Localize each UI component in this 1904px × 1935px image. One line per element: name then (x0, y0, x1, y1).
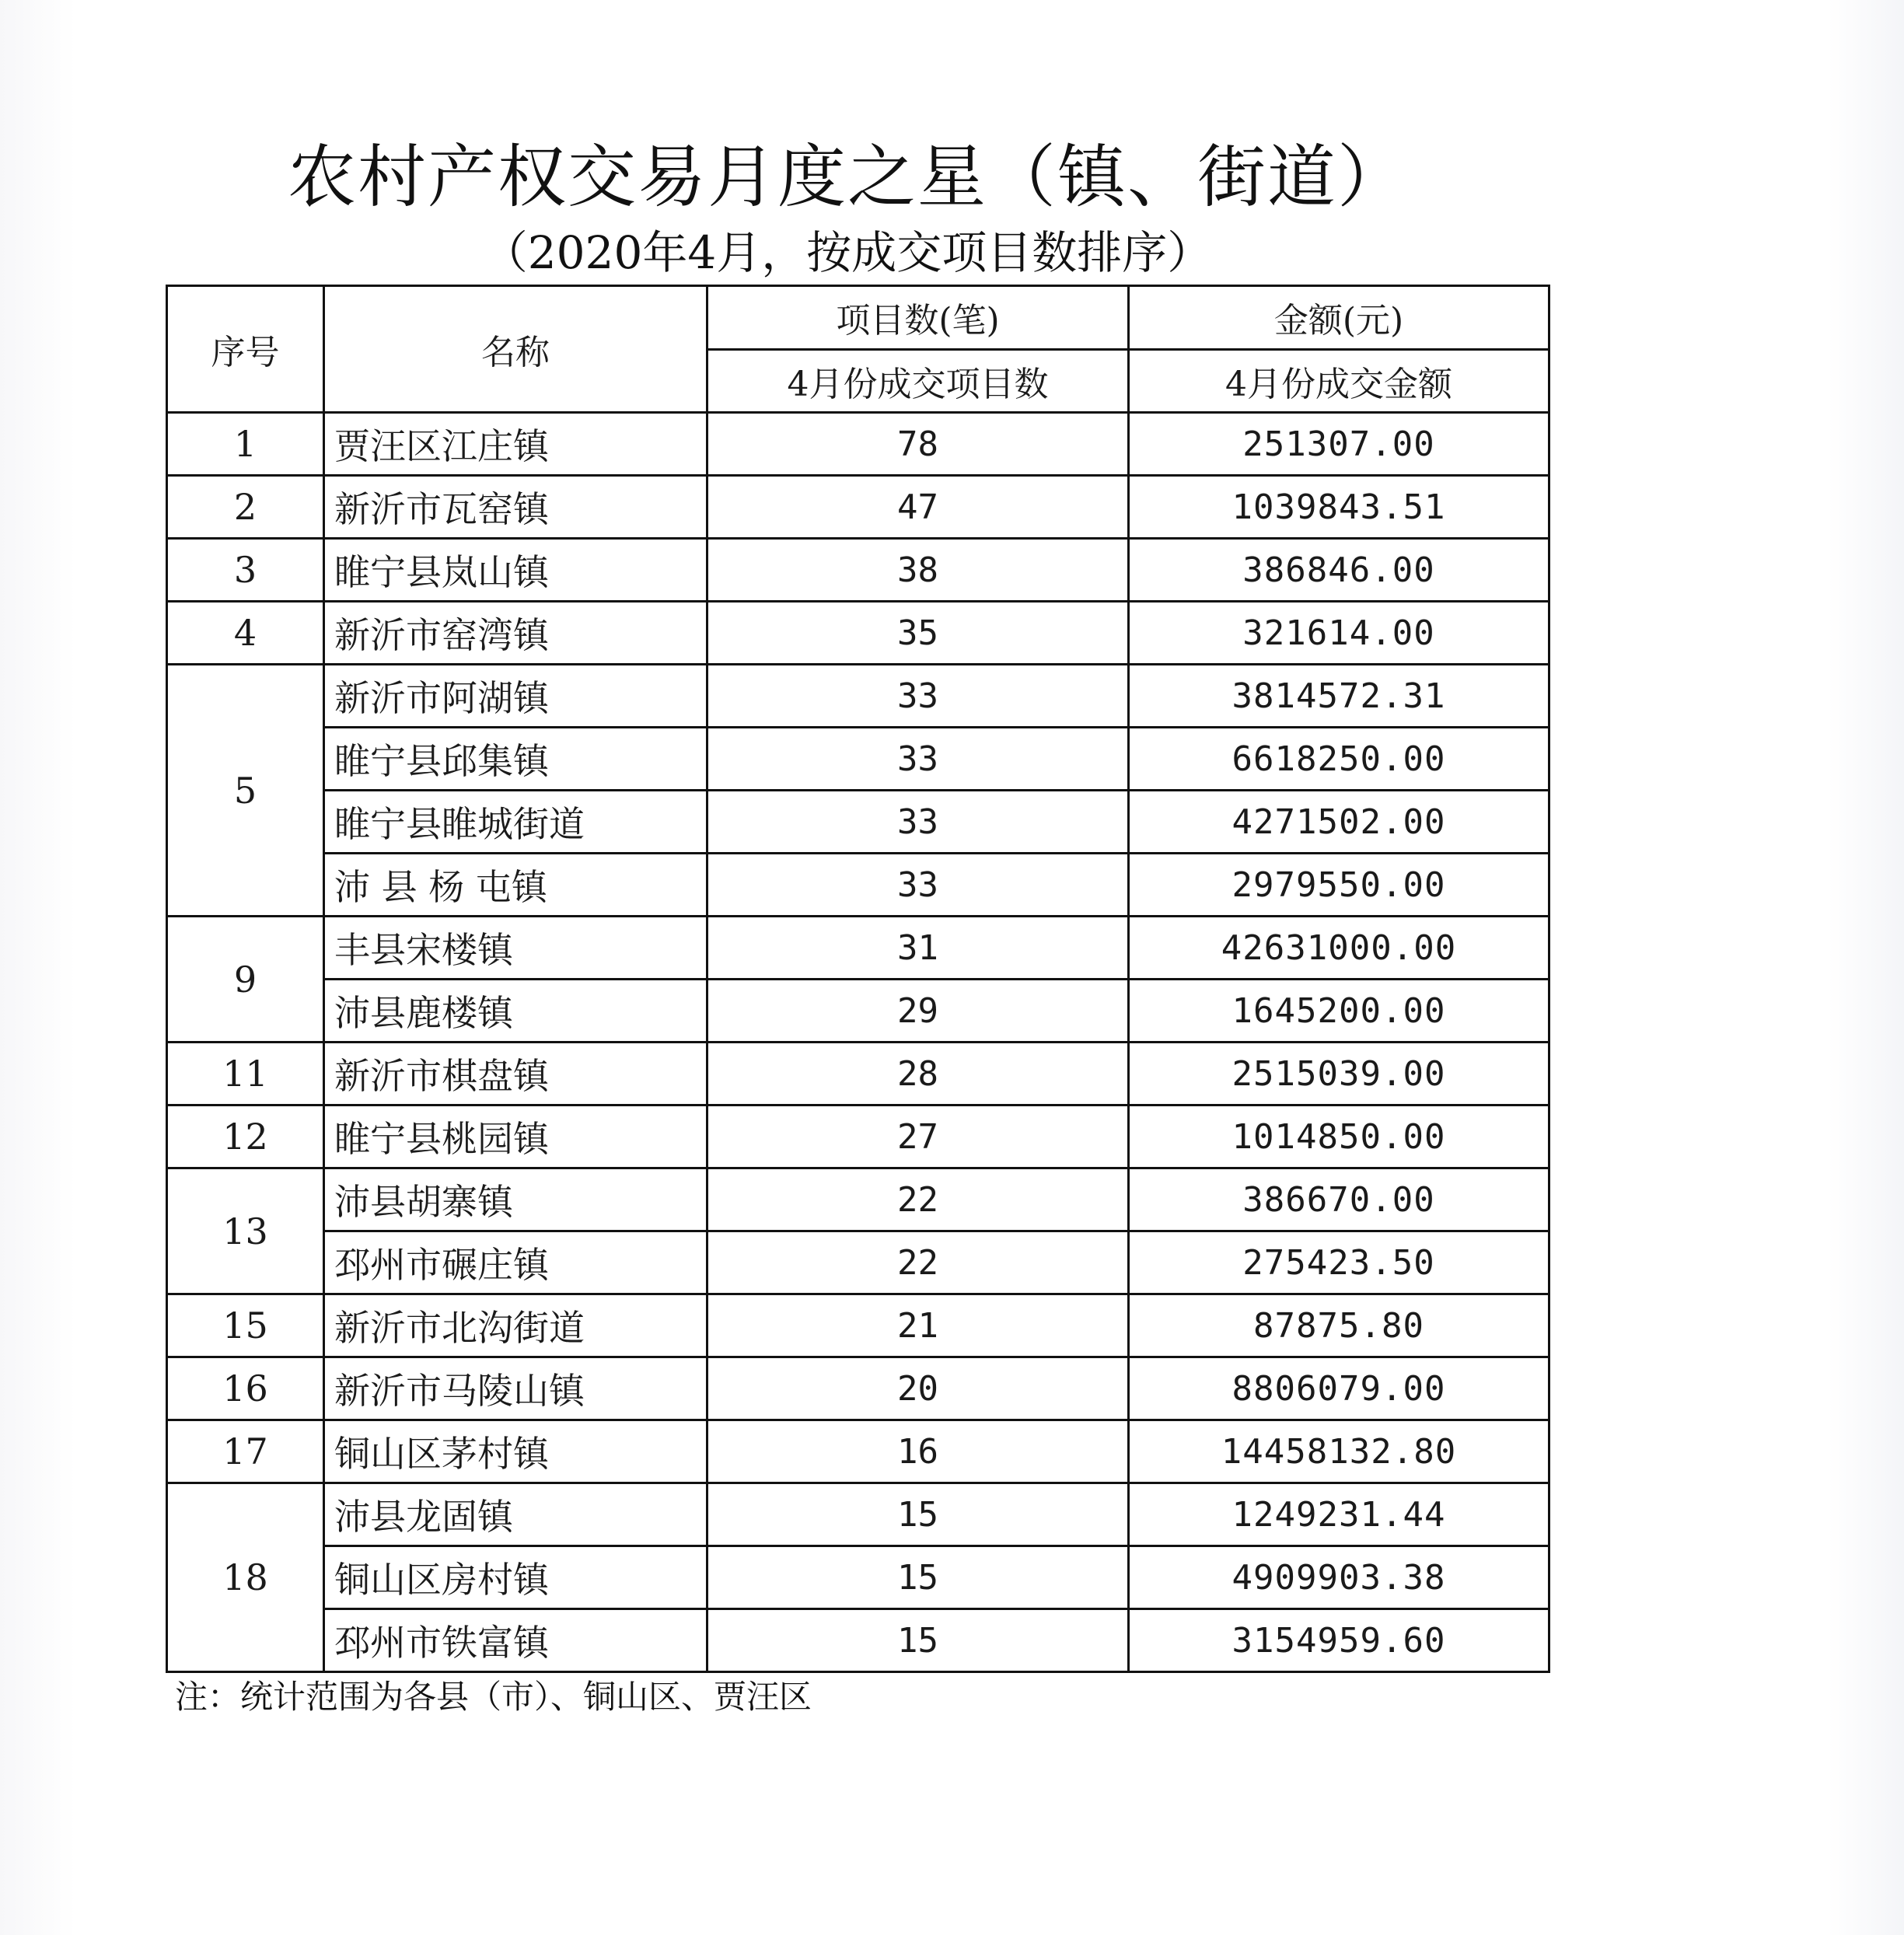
town-name-cell: 新沂市马陵山镇 (324, 1357, 707, 1420)
amount-cell: 4271502.00 (1129, 791, 1549, 854)
amount-cell: 1014850.00 (1129, 1105, 1549, 1168)
town-name-cell: 睢宁县岚山镇 (324, 539, 707, 602)
town-name-cell: 睢宁县邱集镇 (324, 728, 707, 791)
rank-cell: 13 (167, 1168, 324, 1294)
count-cell: 21 (707, 1294, 1129, 1357)
table-row (167, 917, 1549, 980)
town-name-cell: 沛 县 杨 屯镇 (324, 854, 707, 917)
town-name-cell: 新沂市棋盘镇 (324, 1043, 707, 1105)
town-name-cell: 睢宁县睢城街道 (324, 791, 707, 854)
count-cell: 22 (707, 1231, 1129, 1294)
table-row (167, 1546, 1549, 1609)
amount-cell: 6618250.00 (1129, 728, 1549, 791)
count-cell: 15 (707, 1483, 1129, 1546)
table-row (167, 413, 1549, 476)
town-name-cell: 新沂市北沟街道 (324, 1294, 707, 1357)
count-cell: 28 (707, 1043, 1129, 1105)
table-row (167, 1105, 1549, 1168)
table-row (167, 728, 1549, 791)
amount-cell: 3814572.31 (1129, 665, 1549, 728)
rank-cell: 16 (167, 1357, 324, 1420)
count-cell: 31 (707, 917, 1129, 980)
count-cell: 29 (707, 980, 1129, 1043)
count-cell: 78 (707, 413, 1129, 476)
rank-cell: 5 (167, 665, 324, 917)
town-name-cell: 邳州市碾庄镇 (324, 1231, 707, 1294)
footnote: 注：统计范围为各县（市）、铜山区、贾汪区 (175, 1678, 812, 1716)
table-row (167, 1420, 1549, 1483)
amount-cell: 3154959.60 (1129, 1609, 1549, 1672)
town-name-cell: 贾汪区江庄镇 (324, 413, 707, 476)
town-name-cell: 邳州市铁富镇 (324, 1609, 707, 1672)
town-name-cell: 沛县龙固镇 (324, 1483, 707, 1546)
amount-cell: 4909903.38 (1129, 1546, 1549, 1609)
count-cell: 22 (707, 1168, 1129, 1231)
amount-cell: 2515039.00 (1129, 1043, 1549, 1105)
table-row (167, 854, 1549, 917)
rank-cell: 17 (167, 1420, 324, 1483)
amount-cell: 14458132.80 (1129, 1420, 1549, 1483)
count-cell: 33 (707, 665, 1129, 728)
amount-cell: 1039843.51 (1129, 476, 1549, 539)
town-name-cell: 睢宁县桃园镇 (324, 1105, 707, 1168)
count-cell: 20 (707, 1357, 1129, 1420)
amount-cell: 2979550.00 (1129, 854, 1549, 917)
header-row-1 (167, 286, 1549, 350)
table-row (167, 1043, 1549, 1105)
town-name-cell: 新沂市阿湖镇 (324, 665, 707, 728)
town-name-cell: 铜山区房村镇 (324, 1546, 707, 1609)
town-name-cell: 沛县鹿楼镇 (324, 980, 707, 1043)
rank-cell: 12 (167, 1105, 324, 1168)
amount-cell: 1645200.00 (1129, 980, 1549, 1043)
table-row (167, 1357, 1549, 1420)
rank-cell: 2 (167, 476, 324, 539)
count-cell: 27 (707, 1105, 1129, 1168)
rank-cell: 9 (167, 917, 324, 1043)
rank-cell: 11 (167, 1043, 324, 1105)
amount-cell: 42631000.00 (1129, 917, 1549, 980)
ranking-table (166, 285, 1550, 1673)
amount-cell: 1249231.44 (1129, 1483, 1549, 1546)
table-row (167, 665, 1549, 728)
table-row (167, 1294, 1549, 1357)
amount-cell: 321614.00 (1129, 602, 1549, 665)
table-row (167, 1168, 1549, 1231)
rank-cell: 18 (167, 1483, 324, 1672)
count-cell: 33 (707, 791, 1129, 854)
table-row (167, 476, 1549, 539)
count-cell: 33 (707, 728, 1129, 791)
town-name-cell: 丰县宋楼镇 (324, 917, 707, 980)
table-row (167, 791, 1549, 854)
amount-cell: 251307.00 (1129, 413, 1549, 476)
header-count-sub: 4月份成交项目数 (707, 349, 1129, 413)
table-row (167, 1231, 1549, 1294)
rank-cell: 1 (167, 413, 324, 476)
amount-cell: 275423.50 (1129, 1231, 1549, 1294)
town-name-cell: 铜山区茅村镇 (324, 1420, 707, 1483)
page-subtitle: （2020年4月，按成交项目数排序） (482, 226, 1213, 279)
count-cell: 38 (707, 539, 1129, 602)
table-row (167, 1609, 1549, 1672)
count-cell: 47 (707, 476, 1129, 539)
header-count-group: 项目数(笔) (707, 286, 1129, 350)
page-title: 农村产权交易月度之星（镇、街道） (287, 137, 1407, 217)
table-row (167, 539, 1549, 602)
rank-cell: 3 (167, 539, 324, 602)
count-cell: 16 (707, 1420, 1129, 1483)
table-row (167, 980, 1549, 1043)
amount-cell: 87875.80 (1129, 1294, 1549, 1357)
header-seq: 序号 (167, 286, 324, 413)
amount-cell: 386846.00 (1129, 539, 1549, 602)
count-cell: 15 (707, 1546, 1129, 1609)
header-amount-sub: 4月份成交金额 (1129, 349, 1549, 413)
count-cell: 33 (707, 854, 1129, 917)
town-name-cell: 新沂市窑湾镇 (324, 602, 707, 665)
amount-cell: 8806079.00 (1129, 1357, 1549, 1420)
town-name-cell: 新沂市瓦窑镇 (324, 476, 707, 539)
count-cell: 15 (707, 1609, 1129, 1672)
rank-cell: 15 (167, 1294, 324, 1357)
table-row (167, 1483, 1549, 1546)
header-name: 名称 (324, 286, 707, 413)
header-amount-group: 金额(元) (1129, 286, 1549, 350)
amount-cell: 386670.00 (1129, 1168, 1549, 1231)
town-name-cell: 沛县胡寨镇 (324, 1168, 707, 1231)
table-row (167, 602, 1549, 665)
count-cell: 35 (707, 602, 1129, 665)
rank-cell: 4 (167, 602, 324, 665)
